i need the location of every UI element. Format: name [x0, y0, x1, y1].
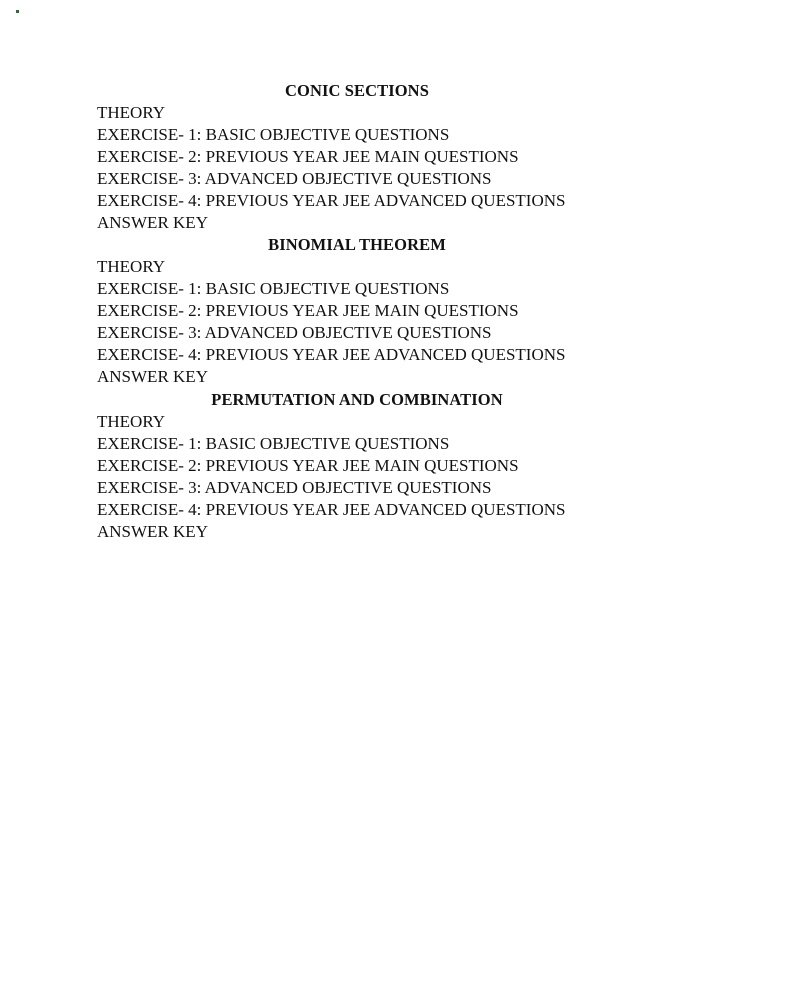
toc-entry-exercise-2[interactable]: EXERCISE- 2: PREVIOUS YEAR JEE MAIN QUESTIONS: [97, 301, 519, 320]
section-binomial-theorem: [97, 234, 637, 388]
toc-entry-exercise-3[interactable]: EXERCISE- 3: ADVANCED OBJECTIVE QUESTIONS: [97, 323, 492, 342]
toc-entry-answer-key[interactable]: ANSWER KEY: [97, 213, 208, 232]
toc-entry-exercise-3[interactable]: EXERCISE- 3: ADVANCED OBJECTIVE QUESTIONS: [97, 169, 492, 188]
section-title: BINOMIAL THEOREM: [268, 235, 446, 254]
section-conic-sections: [97, 80, 637, 234]
table-of-contents: [97, 80, 637, 543]
corner-mark: [16, 10, 19, 13]
toc-entry-answer-key[interactable]: ANSWER KEY: [97, 367, 208, 386]
toc-entry-exercise-4[interactable]: EXERCISE- 4: PREVIOUS YEAR JEE ADVANCED QUESTIONS: [97, 500, 566, 519]
toc-entry-exercise-3[interactable]: EXERCISE- 3: ADVANCED OBJECTIVE QUESTIONS: [97, 478, 492, 497]
section-title: CONIC SECTIONS: [285, 81, 429, 100]
toc-entry-answer-key[interactable]: ANSWER KEY: [97, 522, 208, 541]
section-permutation-and-combination: [97, 389, 637, 543]
toc-entry-exercise-4[interactable]: EXERCISE- 4: PREVIOUS YEAR JEE ADVANCED QUESTIONS: [97, 345, 566, 364]
toc-entry-exercise-1[interactable]: EXERCISE- 1: BASIC OBJECTIVE QUESTIONS: [97, 434, 450, 453]
toc-entry-exercise-2[interactable]: EXERCISE- 2: PREVIOUS YEAR JEE MAIN QUESTIONS: [97, 456, 519, 475]
toc-entry-exercise-2[interactable]: EXERCISE- 2: PREVIOUS YEAR JEE MAIN QUESTIONS: [97, 147, 519, 166]
toc-entry-theory[interactable]: THEORY: [97, 412, 165, 431]
section-title: PERMUTATION AND COMBINATION: [211, 390, 503, 409]
toc-entry-theory[interactable]: THEORY: [97, 103, 165, 122]
toc-entry-theory[interactable]: THEORY: [97, 257, 165, 276]
toc-entry-exercise-1[interactable]: EXERCISE- 1: BASIC OBJECTIVE QUESTIONS: [97, 125, 450, 144]
toc-entry-exercise-1[interactable]: EXERCISE- 1: BASIC OBJECTIVE QUESTIONS: [97, 279, 450, 298]
toc-entry-exercise-4[interactable]: EXERCISE- 4: PREVIOUS YEAR JEE ADVANCED QUESTIONS: [97, 191, 566, 210]
